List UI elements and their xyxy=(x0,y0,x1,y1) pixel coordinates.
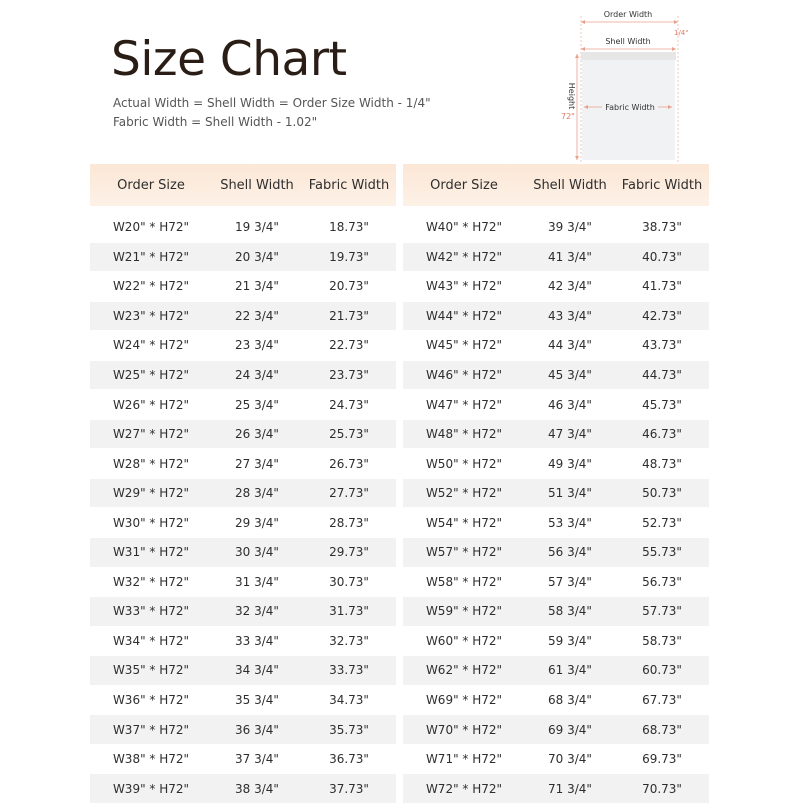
table-row xyxy=(90,331,396,361)
header-order-size: Order Size xyxy=(403,164,525,206)
fabric-width-cell: 60.73" xyxy=(615,656,709,686)
header-fabric-width: Fabric Width xyxy=(615,164,709,206)
fabric-width-cell: 67.73" xyxy=(615,686,709,716)
table-row xyxy=(90,656,396,686)
order-size-cell: W54" * H72" xyxy=(403,508,525,538)
table-row xyxy=(403,449,709,479)
table-row xyxy=(90,597,396,627)
table-row xyxy=(90,449,396,479)
order-size-cell: W50" * H72" xyxy=(403,449,525,479)
order-size-cell: W34" * H72" xyxy=(90,627,212,657)
table-row xyxy=(90,390,396,420)
shell-width-cell: 41 3/4" xyxy=(525,243,615,273)
table-row xyxy=(90,745,396,775)
fabric-width-cell: 70.73" xyxy=(615,774,709,804)
offset-label: 1/4" xyxy=(674,29,689,37)
fabric-width-cell: 26.73" xyxy=(302,449,396,479)
order-size-cell: W24" * H72" xyxy=(90,331,212,361)
order-size-cell: W52" * H72" xyxy=(403,479,525,509)
shell-width-cell: 20 3/4" xyxy=(212,243,302,273)
shell-width-cell: 42 3/4" xyxy=(525,272,615,302)
table-row xyxy=(403,213,709,243)
order-size-cell: W69" * H72" xyxy=(403,686,525,716)
fabric-width-cell: 48.73" xyxy=(615,449,709,479)
table-row xyxy=(90,686,396,716)
table-row xyxy=(90,272,396,302)
fabric-width-cell: 55.73" xyxy=(615,538,709,568)
page-title: Size Chart xyxy=(111,32,347,87)
table-row xyxy=(403,715,709,745)
shell-width-cell: 49 3/4" xyxy=(525,449,615,479)
shell-width-cell: 47 3/4" xyxy=(525,420,615,450)
order-size-cell: W27" * H72" xyxy=(90,420,212,450)
fabric-width-cell: 36.73" xyxy=(302,745,396,775)
shell-width-cell: 36 3/4" xyxy=(212,715,302,745)
shell-width-cell: 31 3/4" xyxy=(212,568,302,598)
order-size-cell: W43" * H72" xyxy=(403,272,525,302)
fabric-width-cell: 30.73" xyxy=(302,568,396,598)
shell-width-arrow-right xyxy=(672,47,676,51)
header-shell-width: Shell Width xyxy=(525,164,615,206)
fabric-width-cell: 29.73" xyxy=(302,538,396,568)
order-size-cell: W59" * H72" xyxy=(403,597,525,627)
shell-width-cell: 44 3/4" xyxy=(525,331,615,361)
order-size-cell: W25" * H72" xyxy=(90,361,212,391)
order-size-cell: W37" * H72" xyxy=(90,715,212,745)
shell-width-cell: 68 3/4" xyxy=(525,686,615,716)
order-size-cell: W23" * H72" xyxy=(90,302,212,332)
table-row xyxy=(403,656,709,686)
shell-width-cell: 46 3/4" xyxy=(525,390,615,420)
order-size-cell: W58" * H72" xyxy=(403,568,525,598)
table-row xyxy=(403,272,709,302)
fabric-width-cell: 46.73" xyxy=(615,420,709,450)
fabric-width-cell: 19.73" xyxy=(302,243,396,273)
order-size-cell: W29" * H72" xyxy=(90,479,212,509)
formula-actual-width: Actual Width = Shell Width = Order Size Width - 1/4" xyxy=(113,96,431,110)
fabric-width-cell: 22.73" xyxy=(302,331,396,361)
shell-width-cell: 43 3/4" xyxy=(525,302,615,332)
shell-width-cell: 29 3/4" xyxy=(212,508,302,538)
shell-width-cell: 33 3/4" xyxy=(212,627,302,657)
formula-fabric-width: Fabric Width = Shell Width - 1.02" xyxy=(113,115,318,129)
order-width-arrow-right xyxy=(674,20,678,24)
order-width-label: Order Width xyxy=(603,10,653,19)
table-row xyxy=(90,243,396,273)
fabric-width-cell: 21.73" xyxy=(302,302,396,332)
table-row xyxy=(403,331,709,361)
fabric-width-cell: 45.73" xyxy=(615,390,709,420)
order-size-cell: W46" * H72" xyxy=(403,361,525,391)
fabric-width-cell: 23.73" xyxy=(302,361,396,391)
order-size-cell: W38" * H72" xyxy=(90,745,212,775)
shell-width-cell: 38 3/4" xyxy=(212,774,302,804)
fabric-width-cell: 35.73" xyxy=(302,715,396,745)
shell-width-arrow-left xyxy=(581,47,585,51)
size-table-left xyxy=(90,164,396,804)
order-size-cell: W44" * H72" xyxy=(403,302,525,332)
shell-width-cell: 22 3/4" xyxy=(212,302,302,332)
fabric-width-cell: 37.73" xyxy=(302,774,396,804)
fabric-width-cell: 50.73" xyxy=(615,479,709,509)
shell-width-label: Shell Width xyxy=(605,37,651,46)
fabric-width-cell: 25.73" xyxy=(302,420,396,450)
shell-width-cell: 71 3/4" xyxy=(525,774,615,804)
order-size-cell: W28" * H72" xyxy=(90,449,212,479)
order-size-cell: W21" * H72" xyxy=(90,243,212,273)
shell-width-cell: 26 3/4" xyxy=(212,420,302,450)
fabric-width-cell: 33.73" xyxy=(302,656,396,686)
order-size-cell: W72" * H72" xyxy=(403,774,525,804)
table-row xyxy=(90,361,396,391)
order-size-cell: W20" * H72" xyxy=(90,213,212,243)
order-size-cell: W32" * H72" xyxy=(90,568,212,598)
shell-width-cell: 53 3/4" xyxy=(525,508,615,538)
table-header-row xyxy=(90,164,396,206)
order-size-cell: W26" * H72" xyxy=(90,390,212,420)
table-row xyxy=(403,420,709,450)
height-value: 72" xyxy=(561,112,575,121)
order-size-cell: W36" * H72" xyxy=(90,686,212,716)
fabric-width-cell: 28.73" xyxy=(302,508,396,538)
fabric-width-cell: 18.73" xyxy=(302,213,396,243)
shell-width-cell: 32 3/4" xyxy=(212,597,302,627)
order-size-cell: W60" * H72" xyxy=(403,627,525,657)
shell-width-cell: 35 3/4" xyxy=(212,686,302,716)
table-header-row xyxy=(403,164,709,206)
table-spacer-row xyxy=(90,206,396,213)
table-spacer-cell xyxy=(403,206,709,213)
fabric-width-cell: 58.73" xyxy=(615,627,709,657)
order-size-cell: W45" * H72" xyxy=(403,331,525,361)
table-row xyxy=(90,302,396,332)
order-size-cell: W35" * H72" xyxy=(90,656,212,686)
shell-width-cell: 59 3/4" xyxy=(525,627,615,657)
order-size-cell: W22" * H72" xyxy=(90,272,212,302)
fabric-width-cell: 41.73" xyxy=(615,272,709,302)
table-row xyxy=(403,302,709,332)
fabric-width-cell: 56.73" xyxy=(615,568,709,598)
order-size-cell: W70" * H72" xyxy=(403,715,525,745)
table-row xyxy=(90,568,396,598)
fabric-width-cell: 32.73" xyxy=(302,627,396,657)
height-label: Height xyxy=(567,82,576,110)
order-size-cell: W40" * H72" xyxy=(403,213,525,243)
shell-width-cell: 21 3/4" xyxy=(212,272,302,302)
shell-width-cell: 34 3/4" xyxy=(212,656,302,686)
shell-width-cell: 51 3/4" xyxy=(525,479,615,509)
order-size-cell: W30" * H72" xyxy=(90,508,212,538)
table-row xyxy=(403,243,709,273)
shell-width-cell: 37 3/4" xyxy=(212,745,302,775)
shade-headrail xyxy=(581,52,676,60)
header-fabric-width: Fabric Width xyxy=(302,164,396,206)
fabric-width-cell: 40.73" xyxy=(615,243,709,273)
fabric-width-cell: 24.73" xyxy=(302,390,396,420)
shell-width-cell: 61 3/4" xyxy=(525,656,615,686)
order-size-cell: W33" * H72" xyxy=(90,597,212,627)
shell-width-cell: 39 3/4" xyxy=(525,213,615,243)
table-row xyxy=(90,715,396,745)
table-spacer-cell xyxy=(90,206,396,213)
fabric-width-cell: 34.73" xyxy=(302,686,396,716)
table-row xyxy=(403,390,709,420)
fabric-width-cell: 38.73" xyxy=(615,213,709,243)
table-row xyxy=(403,568,709,598)
order-size-cell: W48" * H72" xyxy=(403,420,525,450)
fabric-width-cell: 20.73" xyxy=(302,272,396,302)
order-size-cell: W57" * H72" xyxy=(403,538,525,568)
fabric-width-cell: 69.73" xyxy=(615,745,709,775)
table-row xyxy=(403,597,709,627)
shell-width-cell: 27 3/4" xyxy=(212,449,302,479)
table-row xyxy=(90,508,396,538)
shell-width-cell: 19 3/4" xyxy=(212,213,302,243)
shell-width-cell: 23 3/4" xyxy=(212,331,302,361)
header-shell-width: Shell Width xyxy=(212,164,302,206)
order-size-cell: W47" * H72" xyxy=(403,390,525,420)
shell-width-cell: 56 3/4" xyxy=(525,538,615,568)
shell-width-cell: 45 3/4" xyxy=(525,361,615,391)
shell-width-cell: 28 3/4" xyxy=(212,479,302,509)
order-size-cell: W42" * H72" xyxy=(403,243,525,273)
shade-dimension-diagram xyxy=(560,4,700,164)
fabric-width-cell: 44.73" xyxy=(615,361,709,391)
fabric-width-cell: 27.73" xyxy=(302,479,396,509)
table-row xyxy=(403,627,709,657)
fabric-width-cell: 57.73" xyxy=(615,597,709,627)
fabric-width-label: Fabric Width xyxy=(605,103,655,112)
shell-width-cell: 25 3/4" xyxy=(212,390,302,420)
shell-width-cell: 69 3/4" xyxy=(525,715,615,745)
size-table-right xyxy=(403,164,709,804)
header-order-size: Order Size xyxy=(90,164,212,206)
shell-width-cell: 70 3/4" xyxy=(525,745,615,775)
fabric-width-cell: 31.73" xyxy=(302,597,396,627)
table-row xyxy=(403,745,709,775)
order-size-cell: W39" * H72" xyxy=(90,774,212,804)
table-row xyxy=(403,508,709,538)
table-row xyxy=(90,627,396,657)
order-size-cell: W31" * H72" xyxy=(90,538,212,568)
fabric-width-cell: 42.73" xyxy=(615,302,709,332)
height-arrow-top xyxy=(575,54,579,58)
shell-width-cell: 24 3/4" xyxy=(212,361,302,391)
table-row xyxy=(90,213,396,243)
order-size-cell: W62" * H72" xyxy=(403,656,525,686)
table-row xyxy=(90,479,396,509)
shell-width-cell: 58 3/4" xyxy=(525,597,615,627)
order-width-arrow-left xyxy=(581,20,585,24)
fabric-width-cell: 68.73" xyxy=(615,715,709,745)
table-row xyxy=(403,686,709,716)
fabric-width-cell: 52.73" xyxy=(615,508,709,538)
shell-width-cell: 57 3/4" xyxy=(525,568,615,598)
order-size-cell: W71" * H72" xyxy=(403,745,525,775)
shell-width-cell: 30 3/4" xyxy=(212,538,302,568)
table-row xyxy=(403,538,709,568)
table-row xyxy=(403,361,709,391)
table-row xyxy=(90,420,396,450)
table-spacer-row xyxy=(403,206,709,213)
table-row xyxy=(403,479,709,509)
height-arrow-bottom xyxy=(575,156,579,160)
fabric-width-cell: 43.73" xyxy=(615,331,709,361)
table-row xyxy=(90,538,396,568)
